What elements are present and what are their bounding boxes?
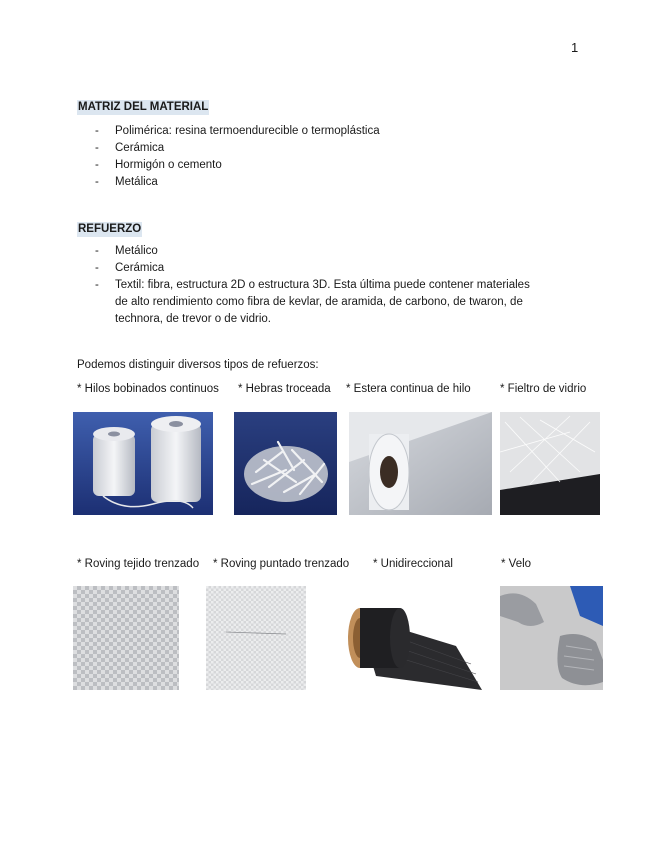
list-item: - Polimérica: resina termoendurecible o termoplástica: [95, 125, 380, 137]
textil-line: Textil: fibra, estructura 2D o estructura 3D. Esta última puede contener materiales: [115, 279, 530, 291]
list-refuerzo: [95, 243, 530, 328]
list-item: - Cerámica: [95, 262, 165, 274]
caption-estera: * Estera continua de hilo: [346, 383, 471, 395]
intro-text: Podemos distinguir diversos tipos de refuerzos:: [77, 359, 319, 371]
photo-estera-continua: [349, 412, 492, 515]
caption-fieltro: * Fieltro de vidrio: [500, 383, 587, 395]
photo-hebras-troceada: [234, 412, 337, 515]
caption-roving-puntado: * Roving puntado trenzado: [213, 558, 350, 570]
list-item: - Cerámica: [95, 142, 165, 154]
photo-roving-tejido: [73, 586, 179, 690]
photo-roving-puntado: [206, 586, 306, 690]
list-item-textil: - Textil: fibra, estructura 2D o estructura 3D. Esta última puede contener materiales de alto rendimiento como fibra de kevlar, de aramida, de carbono, de twaron, de technora, de trevor o de vidrio.: [95, 277, 530, 328]
textil-line: de alto rendimiento como fibra de kevlar, de aramida, de carbono, de twaron, de: [115, 296, 523, 308]
caption-velo: * Velo: [501, 558, 532, 570]
heading-refuerzo: REFUERZO: [78, 223, 142, 235]
list-matriz: [95, 123, 380, 191]
list-item: - Metálico: [95, 245, 158, 257]
list-item: - Metálica: [95, 176, 158, 188]
photo-unidireccional: [336, 586, 482, 690]
caption-unidireccional: * Unidireccional: [373, 558, 453, 570]
caption-hilos: * Hilos bobinados continuos: [77, 383, 219, 395]
photo-hilos-bobinados: [73, 412, 213, 515]
textil-line: technora, de trevor o de vidrio.: [115, 313, 271, 325]
list-item: - Hormigón o cemento: [95, 159, 222, 171]
caption-roving-tejido: * Roving tejido trenzado: [77, 558, 200, 570]
page-number: 1: [571, 40, 579, 55]
heading-matriz: MATRIZ DEL MATERIAL: [78, 101, 209, 113]
photo-velo: [500, 586, 603, 690]
caption-hebras: * Hebras troceada: [238, 383, 331, 395]
photo-fieltro-vidrio: [500, 412, 600, 515]
